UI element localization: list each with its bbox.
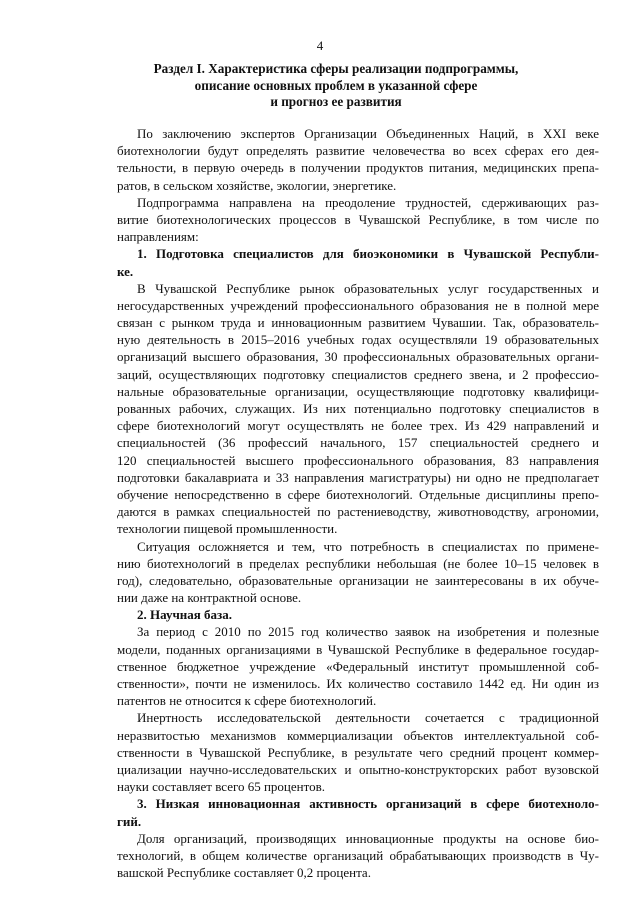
text-line: биотехнологии будут определять развитие человечества во всех сферах его дея- (117, 143, 599, 159)
section-title (116, 61, 556, 111)
text-line: сфере биотехнологий могут осуществлять не более трех. Из 429 направлений и (117, 418, 599, 434)
text-line: По заключению экспертов Организации Объединенных Наций, в XXI веке (137, 126, 599, 141)
text-line: специальностей (36 профессий начального, 157 специальностей среднего и (117, 435, 599, 451)
section-heading (117, 245, 599, 279)
section-title-line: Раздел I. Характеристика сферы реализации подпрограммы, (153, 61, 519, 76)
text-line: обучение непосредственно в сфере биотехнологий. Отдельные дисциплины препо- (117, 486, 599, 502)
section-heading (117, 606, 599, 623)
text-line: ственное бюджетное учреждение «Федеральный институт промышленной соб- (117, 658, 599, 674)
paragraph (117, 538, 599, 607)
text-line: подготовки бакалавриата и 33 направления магистратуры) ни одно не предполагает (117, 469, 599, 485)
text-line: Доля организаций, производящих инновационные продукты на основе био- (137, 830, 599, 846)
text-line: В Чувашской Республике рынок образовательных услуг государственных и (137, 280, 599, 296)
paragraph (117, 830, 599, 882)
text-line: гий. (117, 813, 142, 829)
text-line: технологии пищевой промышленности. (117, 521, 338, 537)
page-number: 4 (316, 38, 324, 53)
text-line: тельности, в первую очередь в получении продуктов питания, медицинских препа- (117, 160, 599, 176)
paragraph (117, 194, 599, 246)
text-line: Инертность исследовательской деятельности сочетается с традиционной (137, 710, 599, 726)
text-line: ке. (117, 263, 134, 279)
text-line: 120 специальностей высшего профессионального образования, 83 направления (117, 452, 599, 468)
text-line: ную деятельность в 2015–2016 учебных годах осуществляли 19 образовательных (117, 332, 599, 348)
text-line: заций, осуществляющих подготовку специалистов среднего звена, и 2 профессио- (117, 366, 599, 382)
text-line: нальные образовательные организации, осуществляющие подготовку квалифици- (117, 383, 599, 399)
paragraph (117, 125, 599, 194)
text-line: 1. Подготовка специалистов для биоэкономики в Чувашской Республи- (137, 246, 599, 262)
text-line: науки составляет всего 65 процентов. (117, 779, 326, 795)
paragraph (117, 623, 599, 709)
text-line: Подпрограмма направлена на преодоление трудностей, сдерживающих раз- (137, 194, 599, 210)
text-line: За период с 2010 по 2015 год количество заявок на изобретения и полезные (137, 624, 599, 640)
text-line: Ситуация осложняется и тем, что потребность в специалистах по примене- (137, 538, 599, 554)
text-line: модели, поданных организациями в Чувашской Республике в федеральное государ- (117, 641, 599, 657)
text-line: вашской Республике составляет 0,2 процента. (117, 865, 371, 881)
text-line: организаций высшего образования, 30 профессиональных образовательных органи- (117, 349, 599, 365)
document-body (117, 125, 599, 881)
text-line: ратов, в сельском хозяйстве, экологии, энергетике. (117, 177, 397, 193)
text-line: нии даже на контрактной основе. (117, 590, 302, 606)
text-line: нию биотехнологий в пределах республики небольшая (не более 10–15 человек в (117, 555, 599, 571)
section-heading (117, 795, 599, 829)
text-line: рованных рабочих, служащих. Из них потенциально подготовку специалистов в (117, 401, 599, 416)
text-line: направлениям: (117, 229, 199, 245)
text-line: патентов не относится к сфере биотехнологий. (117, 693, 377, 709)
section-title-line: описание основных проблем в указанной сфере (194, 77, 478, 93)
text-line: 2. Научная база. (137, 607, 233, 623)
text-line: 3. Низкая инновационная активность организаций в сфере биотехноло- (137, 796, 599, 812)
text-line: циализации научно-исследовательских и опытно-конструкторских работ вузовской (117, 761, 599, 777)
text-line: связан с рынком труда и инновационным развитием Чувашии. Так, образователь- (117, 315, 599, 331)
text-line: год), следовательно, образовательные организации не заинтересованы в их обуче- (117, 572, 599, 588)
text-line: неразвитостью механизмов коммерциализации объектов интеллектуальной соб- (117, 727, 599, 743)
paragraph (117, 280, 599, 538)
text-line: даются в рамках специальностей по растениеводству, животноводству, агрономии, (117, 504, 599, 520)
text-line: технологий, в общем количестве организаций обрабатывающих производств в Чу- (117, 847, 599, 863)
text-line: витие биотехнологических процессов в Чувашской Республике, в том числе по (117, 211, 599, 227)
text-line: ственности в Чувашской Республике, в результате чего средний процент коммер- (117, 744, 599, 760)
text-line: ственности», почти не изменилось. Их количество составило 1442 ед. Ни один из (117, 676, 599, 691)
section-title-line: и прогноз ее развития (270, 94, 402, 109)
paragraph (117, 709, 599, 795)
text-line: негосударственных учреждений профессионального образования не в полной мере (117, 297, 599, 313)
